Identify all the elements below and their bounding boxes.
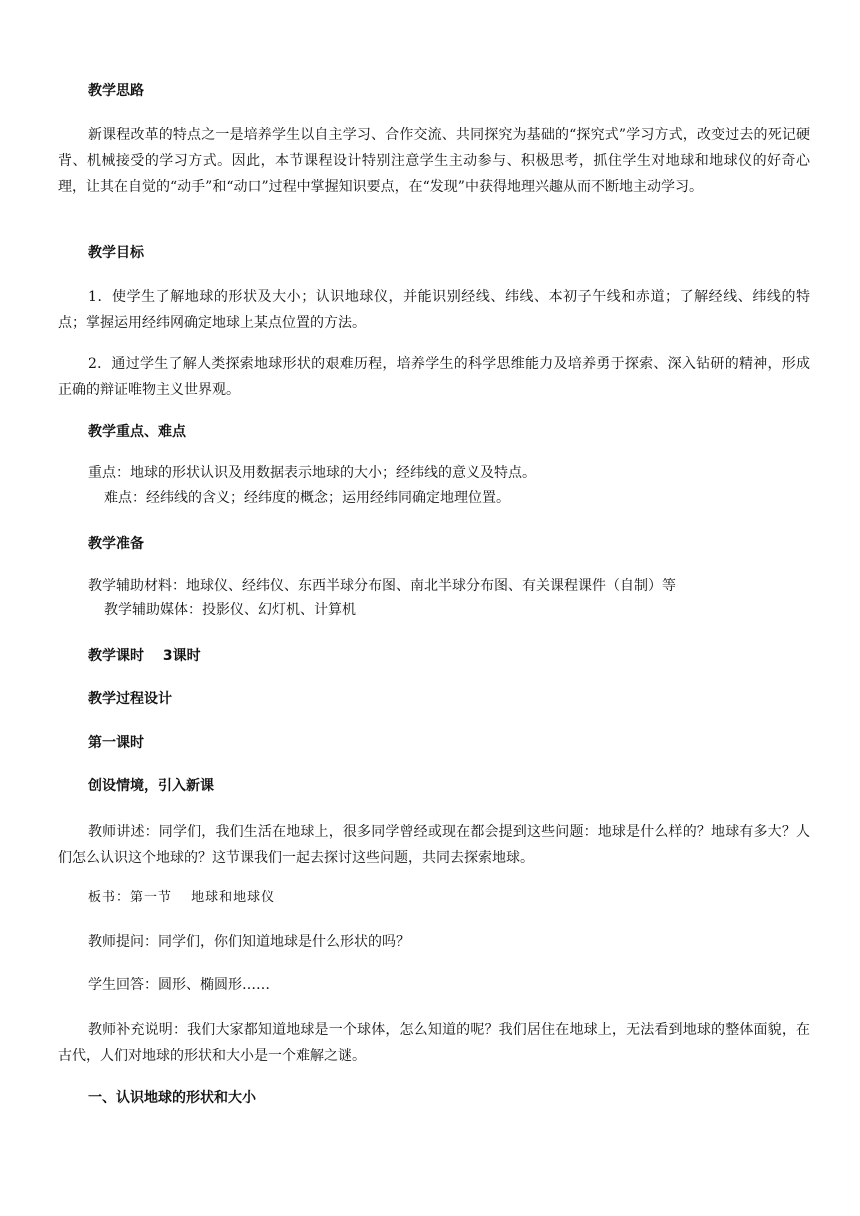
paragraph-teacher-talk: 教师讲述：同学们，我们生活在地球上，很多同学曾经或现在都会提到这些问题：地球是什么样的？地球有多大？人们怎么认识这个地球的？这节课我们一起去探讨这些问题，共同去探索地球。 [58,824,810,866]
text-prep-media: 教学辅助媒体：投影仪、幻灯机、计算机 [104,602,356,618]
text-prep-materials: 教学辅助材料：地球仪、经纬仪、东西半球分布图、南北半球分布图、有关课程课件（自制）等 [88,578,676,594]
text-teacher-question: 教师提问：同学们，你们知道地球是什么形状的吗？ [88,934,410,950]
section-heading-lesson-1: 第一课时 [88,735,144,751]
text-blackboard: 板书：第一节 地球和地球仪 [88,890,276,905]
paragraph-goal-1: 1．使学生了解地球的形状及大小；认识地球仪，并能识别经线、纬线、本初子午线和赤道；了解经线、纬线的特点；掌握运用经纬网确定地球上某点位置的方法。 [58,289,810,331]
text-difficult-points: 难点：经纬线的含义；经纬度的概念；运用经纬同确定地理位置。 [104,490,510,506]
paragraph-teacher-explain: 教师补充说明：我们大家都知道地球是一个球体，怎么知道的呢？我们居住在地球上，无法看到地球的整体面貌，在古代，人们对地球的形状和大小是一个难解之谜。 [58,1022,810,1064]
section-heading-process-design: 教学过程设计 [88,691,172,707]
section-heading-class-hours: 教学课时 3课时 [88,648,201,664]
paragraph-teaching-approach: 新课程改革的特点之一是培养学生以自主学习、合作交流、共同探究为基础的“探究式”学习方式，改变过去的死记硬背、机械接受的学习方式。因此，本节课程设计特别注意学生主动参与、积极思考，抓住学生对地球和地球仪的好奇心理，让其在自觉的“动手”和“动口”过程中掌握知识要点，在“发现”中获得地理兴趣从而不断地主动学习。 [58,127,810,195]
paragraph-goal-2: 2．通过学生了解人类探索地球形状的艰难历程，培养学生的科学思维能力及培养勇于探索、深入钻研的精神，形成正确的辩证唯物主义世界观。 [58,356,810,398]
text-student-answer: 学生回答：圆形、椭圆形…… [88,977,270,993]
section-heading-key-points: 教学重点、难点 [88,424,186,440]
section-heading-teaching-goals: 教学目标 [88,245,144,261]
section-heading-part-1: 一、认识地球的形状和大小 [88,1090,256,1106]
text-key-points: 重点：地球的形状认识及用数据表示地球的大小；经纬线的意义及特点。 [88,465,536,481]
section-heading-teaching-approach: 教学思路 [88,83,144,99]
section-heading-introduction: 创设情境，引入新课 [88,778,214,794]
section-heading-preparation: 教学准备 [88,536,144,552]
